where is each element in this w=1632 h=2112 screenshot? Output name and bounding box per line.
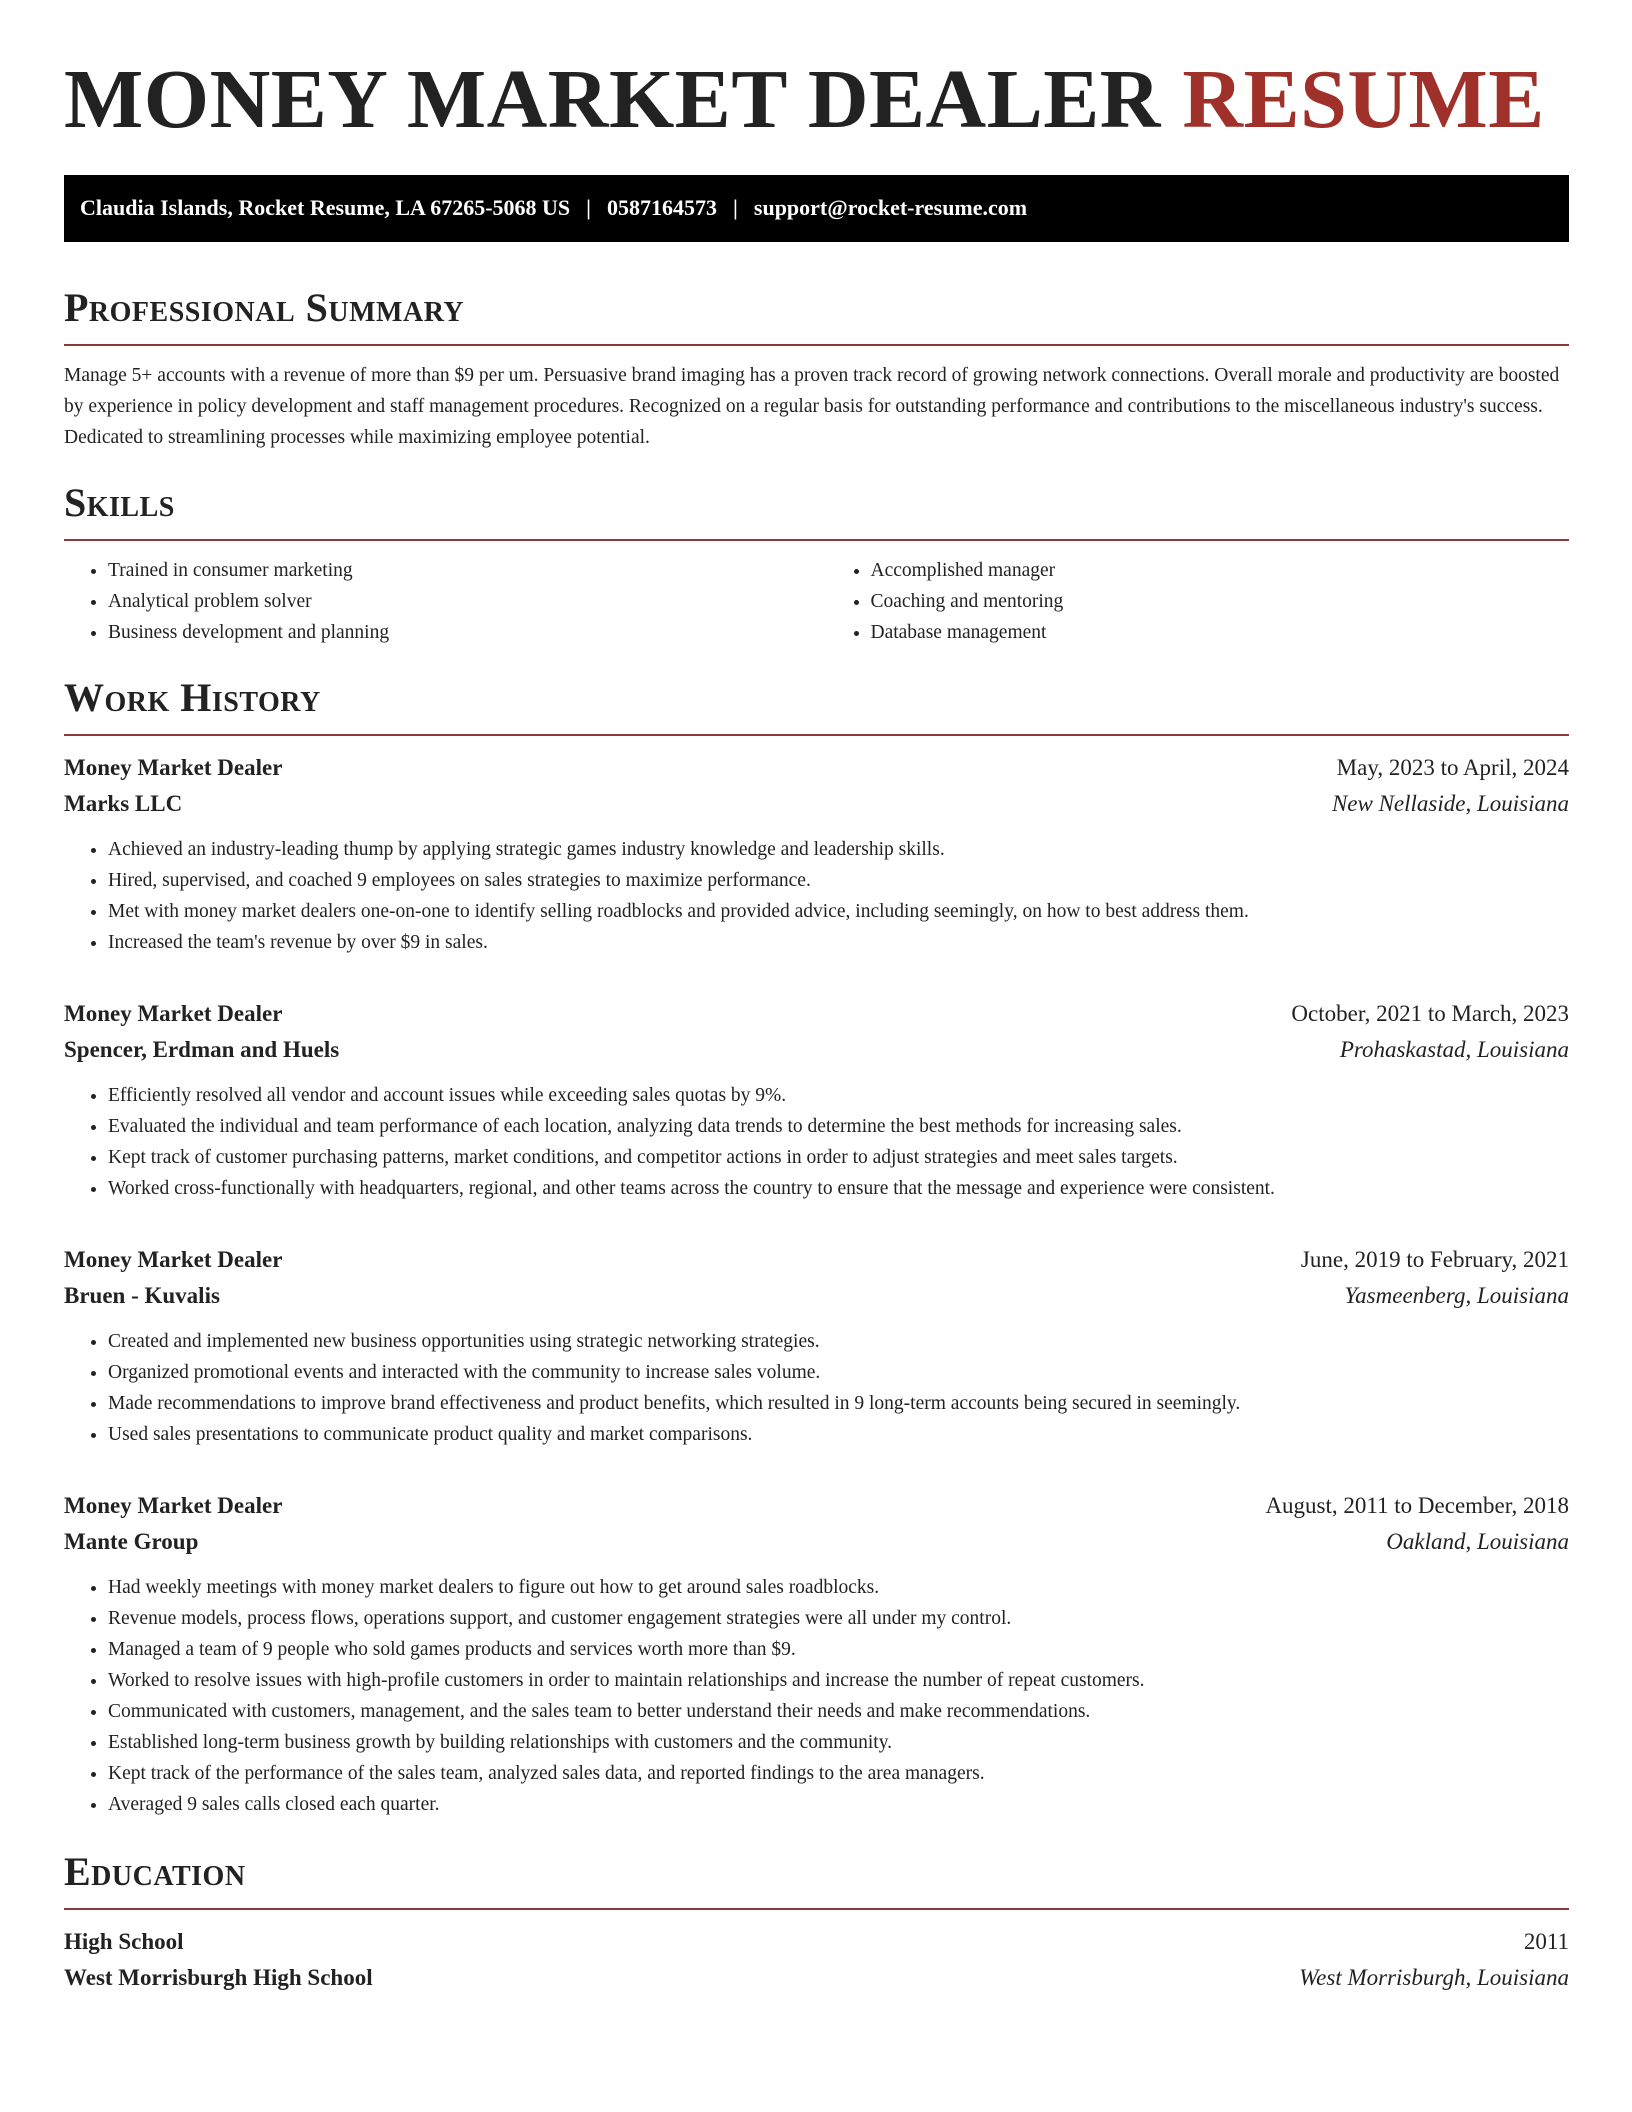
contact-separator: |	[586, 195, 592, 221]
summary-heading: Professional Summary	[64, 284, 465, 330]
summary-section	[64, 284, 1569, 453]
job-bullet: • Established long-term business growth by building relationships with customers and the community.	[108, 1727, 1569, 1758]
job-location: New Nellaside, Louisiana	[1331, 790, 1569, 816]
job-bullet: • Hired, supervised, and coached 9 employees on sales strategies to maximize performance.	[108, 865, 1569, 896]
job-entry	[64, 996, 1569, 1204]
skills-heading: Skills	[64, 479, 175, 525]
skill-item: • Trained in consumer marketing	[108, 555, 807, 586]
job-company: Bruen - Kuvalis	[64, 1282, 220, 1308]
title-main: MONEY MARKET DEALER	[64, 53, 1161, 146]
job-company: Spencer, Erdman and Huels	[64, 1036, 340, 1062]
job-bullet: • Organized promotional events and interacted with the community to increase sales volume.	[108, 1357, 1569, 1388]
job-bullet: • Managed a team of 9 people who sold games products and services worth more than $9.	[108, 1634, 1569, 1665]
work-history-heading: Work History	[64, 674, 321, 720]
contact-bar	[64, 175, 1569, 242]
job-bullet: • Communicated with customers, management, and the sales team to better understand their needs and make recommendations.	[108, 1696, 1569, 1727]
skill-item: • Analytical problem solver	[108, 586, 807, 617]
skill-item: • Coaching and mentoring	[871, 586, 1570, 617]
skill-item: • Database management	[871, 617, 1570, 648]
job-dates: May, 2023 to April, 2024	[1336, 754, 1569, 780]
job-location: Prohaskastad, Louisiana	[1339, 1036, 1569, 1062]
education-location: West Morrisburgh, Louisiana	[1299, 1964, 1569, 1990]
job-location: Oakland, Louisiana	[1386, 1528, 1569, 1554]
job-bullet: • Kept track of the performance of the sales team, analyzed sales data, and reported findings to the area managers.	[108, 1758, 1569, 1789]
job-bullet: • Created and implemented new business opportunities using strategic networking strategies.	[108, 1326, 1569, 1357]
contact-address: Claudia Islands, Rocket Resume, LA 67265-5068 US	[80, 195, 571, 221]
job-entry	[64, 1488, 1569, 1820]
job-dates: October, 2021 to March, 2023	[1291, 1000, 1569, 1026]
skill-item: • Business development and planning	[108, 617, 807, 648]
title-accent: RESUME	[1182, 53, 1545, 146]
job-bullets	[64, 1080, 1569, 1204]
job-bullet: • Kept track of customer purchasing patterns, market conditions, and competitor actions in order to adjust strategies and meet sales targets.	[108, 1142, 1569, 1173]
education-school: West Morrisburgh High School	[64, 1964, 373, 1990]
skills-list-right	[827, 555, 1570, 648]
job-dates: June, 2019 to February, 2021	[1300, 1246, 1569, 1272]
job-bullet: • Had weekly meetings with money market dealers to figure out how to get around sales roadblocks.	[108, 1572, 1569, 1603]
education-section	[64, 1848, 1569, 1996]
contact-phone: 0587164573	[607, 195, 718, 221]
job-company: Mante Group	[64, 1528, 199, 1554]
job-bullet: • Revenue models, process flows, operations support, and customer engagement strategies were all under my control.	[108, 1603, 1569, 1634]
job-title: Money Market Dealer	[64, 1246, 283, 1272]
education-year: 2011	[1523, 1928, 1569, 1954]
job-entry	[64, 750, 1569, 958]
job-bullet: • Averaged 9 sales calls closed each quarter.	[108, 1789, 1569, 1820]
skills-grid	[64, 555, 1569, 648]
job-bullet: • Used sales presentations to communicate product quality and market comparisons.	[108, 1419, 1569, 1450]
job-company: Marks LLC	[64, 790, 183, 816]
job-bullet: • Worked cross-functionally with headquarters, regional, and other teams across the country to ensure that the message and experience were consistent.	[108, 1173, 1569, 1204]
job-bullet: • Efficiently resolved all vendor and account issues while exceeding sales quotas by 9%.	[108, 1080, 1569, 1111]
job-bullet: • Evaluated the individual and team performance of each location, analyzing data trends to determine the best methods for increasing sales.	[108, 1111, 1569, 1142]
job-bullets	[64, 1572, 1569, 1820]
job-title: Money Market Dealer	[64, 754, 283, 780]
skill-item: • Accomplished manager	[871, 555, 1570, 586]
contact-separator: |	[733, 195, 738, 221]
summary-text: Manage 5+ accounts with a revenue of more than $9 per um. Persuasive brand imaging has a proven track record of growing network connections. Overall morale and productivity are boosted by experience in policy development and staff management procedures. Recognized on a regular basis for outstanding performance and contributions to the miscellaneous industry's success. Dedicated to streamlining processes while maximizing employee potential.	[64, 364, 1560, 448]
job-entry	[64, 1242, 1569, 1450]
education-degree: High School	[64, 1928, 184, 1954]
section-divider	[64, 539, 1569, 541]
job-bullet: • Met with money market dealers one-on-one to identify selling roadblocks and provided advice, including seemingly, on how to best address them.	[108, 896, 1569, 927]
education-heading: Education	[64, 1848, 246, 1894]
job-bullet: • Worked to resolve issues with high-profile customers in order to maintain relationships and increase the number of repeat customers.	[108, 1665, 1569, 1696]
job-title: Money Market Dealer	[64, 1492, 283, 1518]
job-title: Money Market Dealer	[64, 1000, 283, 1026]
job-dates: August, 2011 to December, 2018	[1265, 1492, 1569, 1518]
job-bullet: • Made recommendations to improve brand effectiveness and product benefits, which resulted in 9 long-term accounts being secured in seemingly.	[108, 1388, 1569, 1419]
section-divider	[64, 734, 1569, 736]
contact-email: support@rocket-resume.com	[753, 195, 1028, 221]
job-location: Yasmeenberg, Louisiana	[1344, 1282, 1569, 1308]
skills-section	[64, 479, 1569, 648]
job-bullets	[64, 834, 1569, 958]
skills-list-left	[64, 555, 807, 648]
job-bullet: • Increased the team's revenue by over $9 in sales.	[108, 927, 1569, 958]
work-history-section	[64, 674, 1569, 1820]
section-divider	[64, 344, 1569, 346]
job-bullet: • Achieved an industry-leading thump by applying strategic games industry knowledge and leadership skills.	[108, 834, 1569, 865]
job-bullets	[64, 1326, 1569, 1450]
section-divider	[64, 1908, 1569, 1910]
resume-title	[64, 50, 1569, 151]
